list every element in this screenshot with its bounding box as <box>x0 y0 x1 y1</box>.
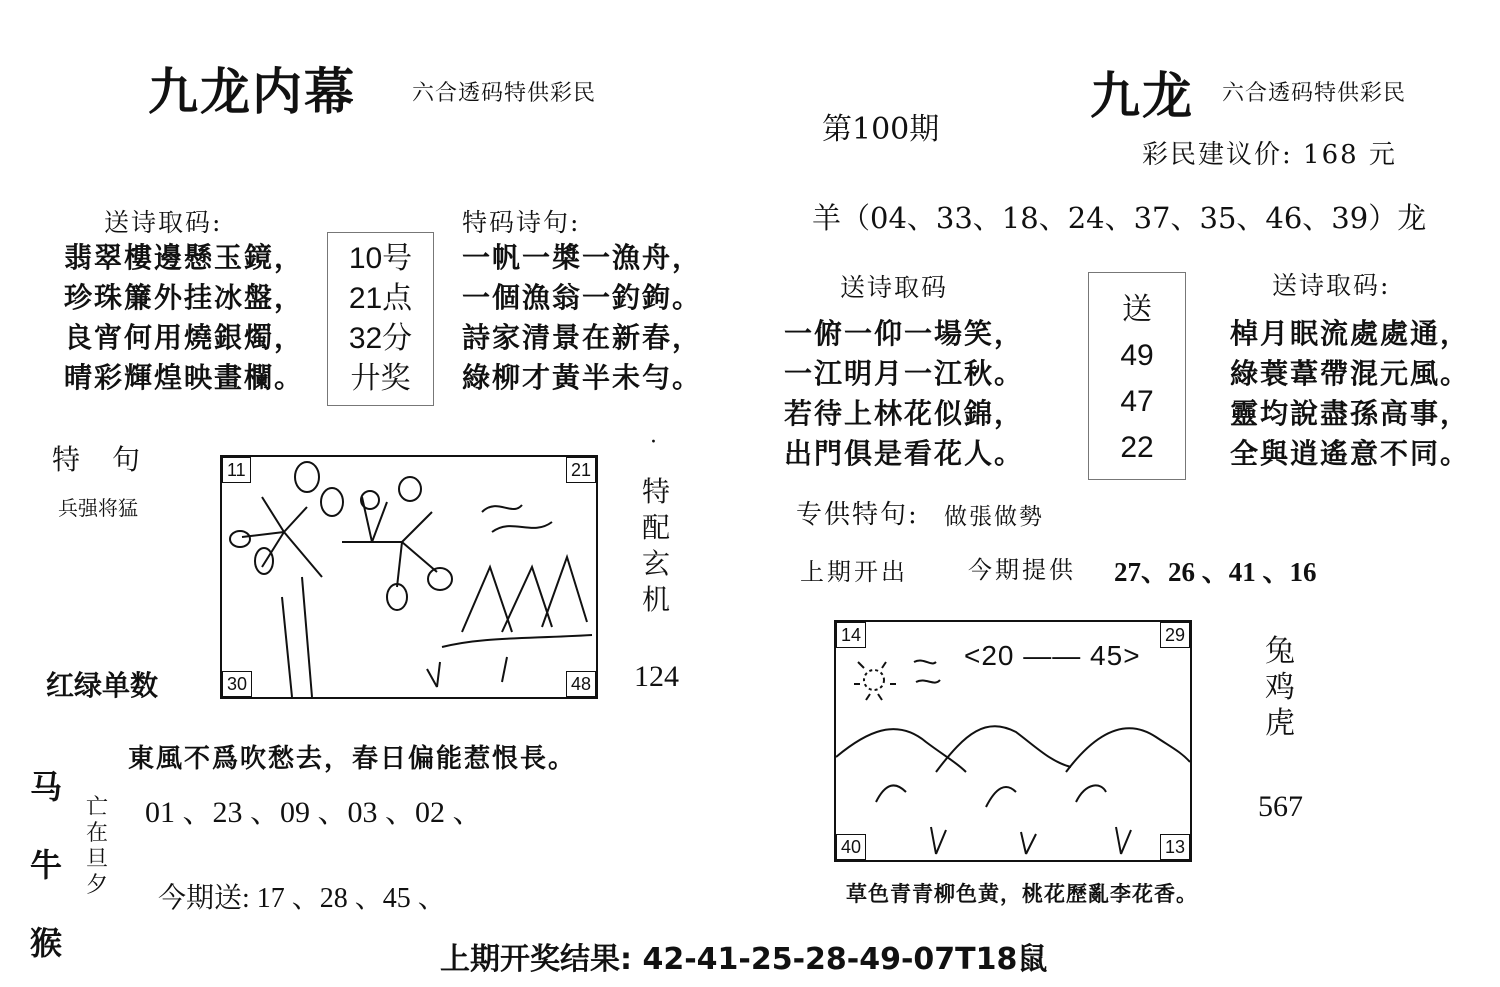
sketch-corner-number: 14 <box>836 622 866 648</box>
poem-line: 晴彩輝煌映畫欄。 <box>64 361 305 394</box>
box-line: 廾奖 <box>350 362 411 395</box>
vertical-char: 配 <box>641 511 670 544</box>
zodiac-char: 牛 <box>29 846 62 884</box>
poem-line: 一俯一仰一場笑， <box>784 317 1025 350</box>
poem-line: 綠柳才黃半未勻。 <box>462 361 703 394</box>
zodiac-char: 虎 <box>1265 706 1295 741</box>
poem-line: 若待上林花似錦， <box>784 397 1025 430</box>
this-period-numbers: 27、26 、41 、16 <box>1114 557 1317 587</box>
side-char: 亡 <box>85 795 108 820</box>
box-line: 47 <box>1120 385 1154 418</box>
right-subtitle: 六合透码特供彩民 <box>1222 81 1407 106</box>
right-poem-heading-right: 送诗取码: <box>1272 271 1391 300</box>
special-poem-heading: 特码诗句: <box>462 208 581 237</box>
zodiac-char: 兔 <box>1265 634 1295 669</box>
te-ju-text: 兵强将猛 <box>58 496 138 520</box>
last-period-label: 上期开出 <box>800 558 908 586</box>
sheep-dragon-numbers: 羊（04、33、18、24、37、35、46、39）龙 <box>812 201 1427 235</box>
te-ju-label: 特 句 <box>52 443 143 476</box>
today-send: 今期送: 17 、28 、45 、 <box>158 883 446 914</box>
vertical-char: 玄 <box>641 547 670 580</box>
sketch-corner-number: 30 <box>222 671 252 697</box>
box-line: 32分 <box>348 322 413 355</box>
box-line: 21点 <box>348 282 413 315</box>
right-poem-right <box>1230 314 1470 474</box>
poem-line: 良宵何用燒銀燭， <box>64 321 305 354</box>
sketch-corner-number: 40 <box>836 834 866 860</box>
special-label: 专供特句: <box>796 500 919 530</box>
previous-draw-result: 上期开奖结果: 42-41-25-28-49-07T18鼠 <box>440 942 1048 977</box>
poem-line: 翡翠樓邊懸玉鏡， <box>64 241 305 274</box>
special-text: 做張做勢 <box>944 504 1044 530</box>
sketch-range-text: <20 —— 45> <box>964 640 1141 671</box>
box-line: 49 <box>1120 339 1154 372</box>
special-poem <box>462 238 702 398</box>
zodiac-char: 鸡 <box>1265 670 1295 705</box>
right-bottom-poem: 草色青青柳色黄，桃花歷亂李花香。 <box>846 881 1198 906</box>
right-side-number: 567 <box>1258 790 1303 823</box>
poem-line: 一江明月一江秋。 <box>784 357 1025 390</box>
poem-line: 全與逍遙意不同。 <box>1230 437 1471 470</box>
right-title: 九龙 <box>1090 66 1194 125</box>
side-small-text <box>84 795 110 899</box>
poem-line: 出門俱是看花人。 <box>784 437 1025 470</box>
this-period-label: 今期提供 <box>968 556 1076 584</box>
tree-sketch-icon <box>222 457 596 697</box>
vertical-char: 特 <box>641 475 670 508</box>
left-poem-line2: 東風不爲吹愁去，春日偏能惹恨長。 <box>128 744 577 774</box>
sketch-corner-number: 11 <box>222 457 251 483</box>
right-number-box <box>1088 272 1186 480</box>
suggested-price: 彩民建议价: 168 元 <box>1142 140 1397 170</box>
zodiac-char: 马 <box>29 768 62 806</box>
vertical-dot: · <box>650 430 657 455</box>
right-poem-left <box>784 314 1024 474</box>
sketch-corner-number: 21 <box>566 457 596 483</box>
zodiac-char: 猴 <box>29 924 62 962</box>
left-poem <box>64 238 304 398</box>
sketch-corner-number: 29 <box>1160 622 1190 648</box>
poem-line: 靈均說盡孫高事， <box>1230 397 1471 430</box>
side-char: 旦 <box>85 847 108 872</box>
right-zodiac-column <box>1262 634 1298 742</box>
left-number-box <box>327 232 434 406</box>
box-line: 10号 <box>348 242 413 275</box>
right-poem-heading-left: 送诗取码 <box>840 273 949 302</box>
right-sketch <box>834 620 1192 862</box>
poem-line: 一帆一槳一漁舟， <box>462 241 703 274</box>
left-poem-heading: 送诗取码: <box>104 208 223 237</box>
vertical-hint <box>638 474 674 618</box>
poem-line: 詩家清景在新春， <box>462 321 703 354</box>
side-char: 在 <box>85 821 108 846</box>
poem-line: 綠蓑葦帶混元風。 <box>1230 357 1471 390</box>
issue-number: 第100期 <box>822 112 940 147</box>
red-green-value: 124 <box>634 660 679 693</box>
box-line: 送 <box>1122 293 1152 326</box>
box-line: 22 <box>1120 431 1154 464</box>
left-sketch <box>220 455 598 699</box>
left-subtitle: 六合透码特供彩民 <box>412 81 597 106</box>
poem-line: 棹月眠流處處通， <box>1230 317 1471 350</box>
poem-line: 珍珠簾外挂冰盤， <box>64 281 305 314</box>
red-green-label: 红绿单数 <box>46 669 159 702</box>
side-char: 夕 <box>85 873 108 898</box>
sketch-corner-number: 48 <box>566 671 596 697</box>
sketch-corner-number: 13 <box>1160 834 1190 860</box>
poem-line: 一個漁翁一釣鉤。 <box>462 281 703 314</box>
left-zodiac-column <box>24 748 68 982</box>
left-title: 九龙内幕 <box>148 62 356 121</box>
vertical-char: 机 <box>641 583 670 616</box>
left-numbers-row: 01 、23 、09 、03 、02 、 <box>145 796 483 829</box>
